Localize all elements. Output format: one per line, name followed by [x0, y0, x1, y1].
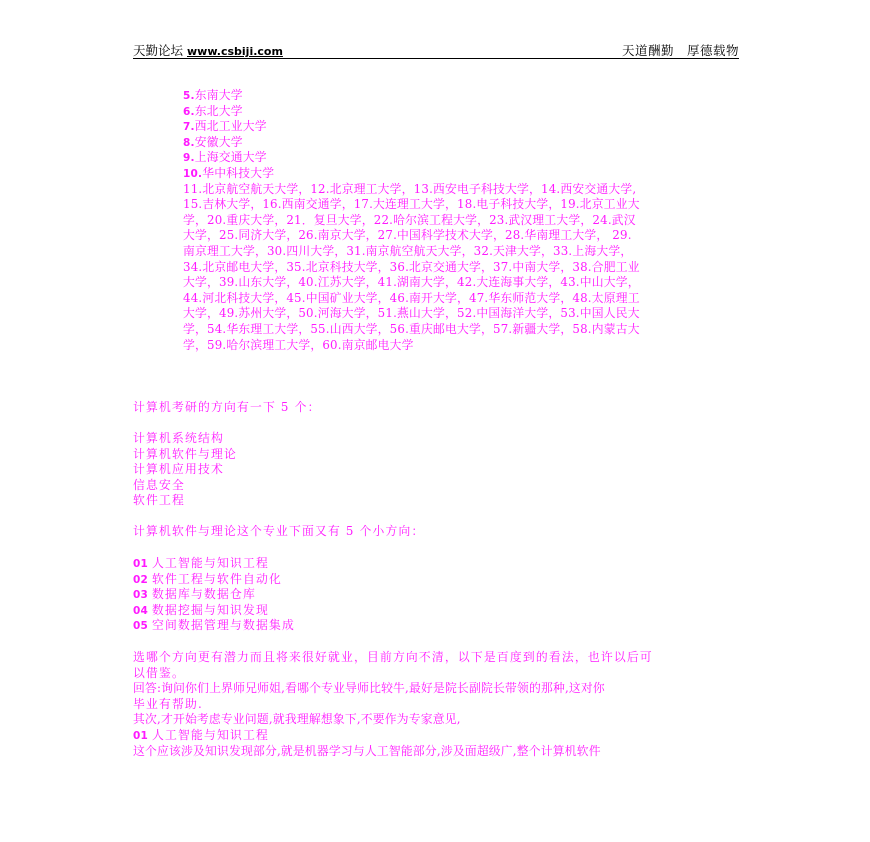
list-item: 9.上海交通大学	[183, 150, 267, 165]
university-line: 15.吉林大学，16.西南交通学，17.大连理工大学，18.电子科技大学，19.北京工业大	[183, 197, 640, 212]
university-line: 大学，25.同济大学，26.南京大学，27.中国科学技术大学，28.华南理工大学， 29.	[183, 228, 632, 243]
university-line: 44.河北科技大学，45.中国矿业大学，46.南开大学，47.华东师范大学，48.太原理工	[183, 290, 640, 305]
discussion-line: 毕业有帮助.	[133, 696, 203, 711]
page-header	[133, 40, 739, 59]
university-line: 34.北京邮电大学，35.北京科技大学，36.北京交通大学，37.中南大学，38.合肥工业	[183, 259, 640, 274]
university-line: 学，20.重庆大学，21．复旦大学，22.哈尔滨工程大学，23.武汉理工大学，24.武汉	[183, 212, 636, 227]
university-line: 学，59.哈尔滨理工大学，60.南京邮电大学	[183, 337, 414, 352]
directions-intro: 计算机考研的方向有一下 5 个：	[133, 400, 321, 414]
list-item: 计算机软件与理论	[133, 446, 237, 461]
discussion-line: 选哪个方向更有潜力而且将来很好就业，目前方向不清，以下是百度到的看法，也许以后可	[133, 650, 653, 664]
list-item: 5.东南大学	[183, 88, 243, 102]
site-url[interactable]: www.csbiji.com	[187, 45, 283, 58]
university-line: 大学，49.苏州大学，50.河海大学，51.燕山大学，52.中国海洋大学，53.中国人民大	[183, 306, 640, 321]
university-line: 南京理工大学，30.四川大学，31.南京航空航天大学，32.天津大学，33.上海大学，	[183, 243, 633, 258]
directions-list	[133, 431, 743, 509]
discussion	[133, 650, 743, 759]
university-list	[183, 88, 743, 353]
sub-directions-intro: 计算机软件与理论这个专业下面又有 5 个小方向：	[133, 524, 425, 538]
list-item: 软件工程	[133, 493, 185, 508]
discussion-line: 这个应该涉及知识发现部分,就是机器学习与人工智能部分,涉及面超级广,整个计算机软件	[133, 743, 601, 758]
discussion-line: 其次,才开始考虑专业问题,就我理解想象下,不要作为专家意见,	[133, 712, 461, 727]
list-item: 10.华中科技大学	[183, 165, 275, 180]
list-item: 6.东北大学	[183, 103, 243, 118]
header-slogan: 天道酬勤 厚德载物	[621, 43, 739, 58]
list-item: 02 软件工程与软件自动化	[133, 571, 282, 586]
list-item: 03 数据库与数据仓库	[133, 587, 256, 602]
list-item: 计算机系统结构	[133, 431, 224, 445]
discussion-item: 01 人工智能与知识工程	[133, 727, 269, 742]
sub-directions-list	[133, 556, 743, 634]
site-name: 天勤论坛	[133, 43, 184, 58]
list-item: 计算机应用技术	[133, 462, 224, 477]
university-line: 学，54.华东理工大学，55.山西大学，56.重庆邮电大学，57.新疆大学，58.内蒙古大	[183, 321, 640, 336]
university-line: 11.北京航空航天大学，12.北京理工大学，13.西安电子科技大学，14.西安交通大学,	[183, 181, 637, 196]
discussion-line: 回答:询问你们上界师兄师姐,看哪个专业导师比较牛,最好是院长副院长带领的那种,这对你	[133, 681, 605, 696]
header-site	[133, 41, 283, 59]
list-item: 01 人工智能与知识工程	[133, 556, 269, 570]
discussion-line: 以借鉴。	[133, 665, 185, 680]
list-item: 04 数据挖掘与知识发现	[133, 602, 269, 617]
list-item: 7.西北工业大学	[183, 119, 267, 134]
university-line: 大学，39.山东大学，40.江苏大学，41.湖南大学，42.大连海事大学，43.中山大学，	[183, 275, 640, 290]
list-item: 05 空间数据管理与数据集成	[133, 618, 295, 633]
list-item: 8.安徽大学	[183, 134, 243, 149]
list-item: 信息安全	[133, 477, 185, 492]
